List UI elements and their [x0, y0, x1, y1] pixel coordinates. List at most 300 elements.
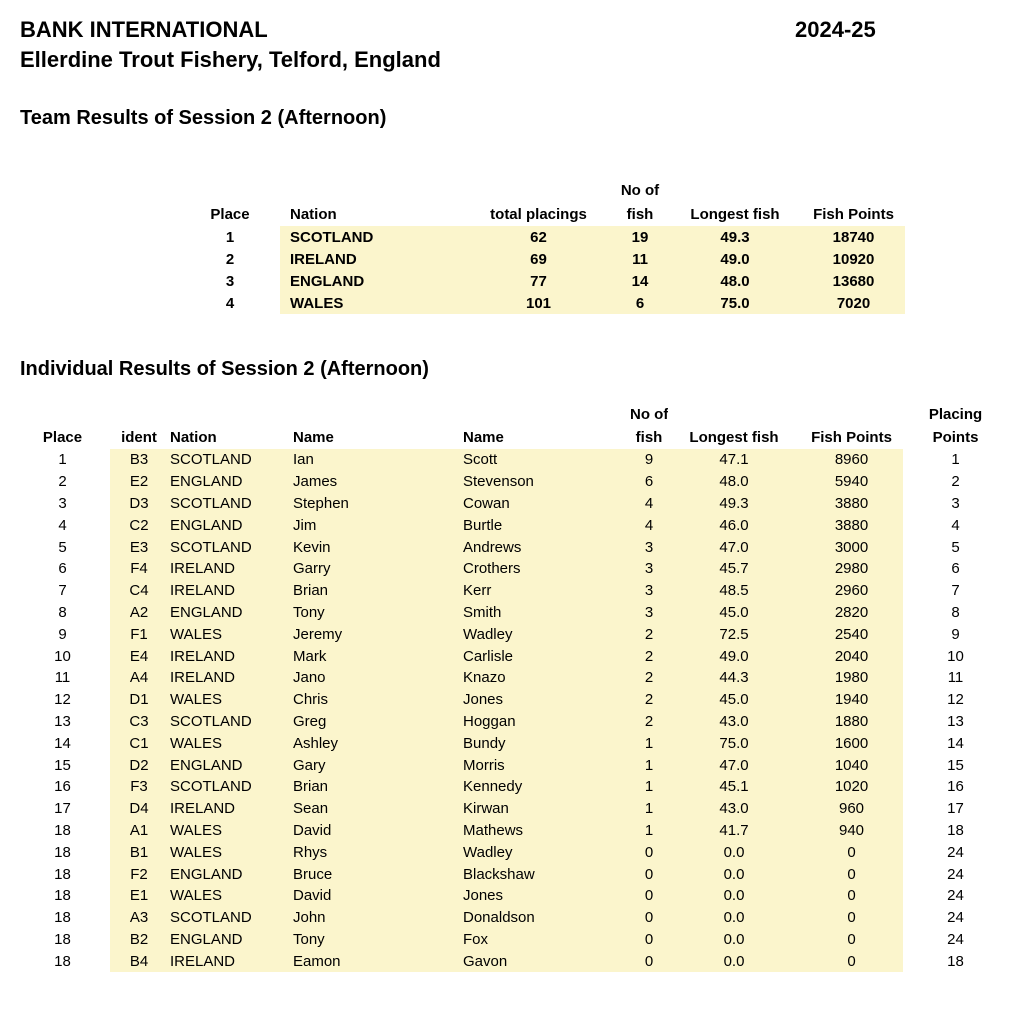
indiv-longest-cell: 49.3 [668, 493, 800, 515]
indiv-place-cell: 18 [54, 952, 71, 970]
indiv-fish-cell: 3 [630, 558, 668, 580]
indiv-fish-cell: 9 [630, 449, 668, 471]
indiv-firstname-cell: Greg [292, 711, 463, 733]
indiv-longest-cell: 48.5 [668, 580, 800, 602]
indiv-nation-cell: IRELAND [168, 798, 292, 820]
indiv-firstname-cell: Bruce [292, 863, 463, 885]
team-points-cell: 7020 [802, 292, 905, 314]
spacer-cell [110, 403, 168, 426]
indiv-points-cell: 0 [800, 841, 903, 863]
team-col-noof-label: No of [620, 181, 660, 199]
indiv-nation-cell: WALES [168, 732, 292, 754]
team-place-cell: 2 [225, 250, 235, 268]
indiv-firstname-cell: Ian [292, 449, 463, 471]
indiv-firstname-cell: Tony [292, 602, 463, 624]
team-col-placings-label: total placings [490, 205, 587, 223]
indiv-place-cell: 8 [58, 603, 67, 621]
indiv-firstname-cell: Ashley [292, 732, 463, 754]
indiv-col-points-label: Fish Points [811, 429, 892, 446]
indiv-ident-cell: F4 [110, 558, 168, 580]
indiv-firstname-cell: Rhys [292, 841, 463, 863]
indiv-points-cell: 1040 [800, 754, 903, 776]
indiv-nation-cell: IRELAND [168, 580, 292, 602]
indiv-ident-cell: B3 [110, 449, 168, 471]
indiv-ident-cell: B4 [110, 950, 168, 972]
indiv-longest-cell: 0.0 [668, 929, 800, 951]
season-label: 2024-25 [795, 17, 876, 42]
venue-subtitle: Ellerdine Trout Fishery, Telford, England [20, 47, 441, 72]
indiv-lastname-cell: Burtle [463, 514, 630, 536]
team-subheader-row [180, 178, 905, 202]
indiv-firstname-cell: Jeremy [292, 623, 463, 645]
indiv-longest-cell: 45.1 [668, 776, 800, 798]
indiv-placing-cell: 10 [947, 647, 964, 665]
indiv-ident-cell: A3 [110, 907, 168, 929]
team-longest-cell: 49.3 [668, 226, 802, 248]
team-col-place-label: Place [210, 205, 250, 223]
team-points-cell: 13680 [802, 270, 905, 292]
indiv-place-cell: 7 [58, 582, 67, 600]
indiv-longest-cell: 49.0 [668, 645, 800, 667]
team-placings-cell: 62 [465, 226, 612, 248]
indiv-col-placing-label: Placing [928, 406, 983, 423]
individual-result-row [15, 950, 1008, 972]
team-result-row [180, 270, 905, 292]
indiv-placing-cell: 18 [947, 821, 964, 839]
indiv-firstname-cell: David [292, 885, 463, 907]
individual-result-row [15, 732, 1008, 754]
indiv-place-cell: 5 [58, 538, 67, 556]
indiv-lastname-cell: Scott [463, 449, 630, 471]
spacer-cell [168, 403, 292, 426]
individual-result-row [15, 667, 1008, 689]
indiv-ident-cell: E3 [110, 536, 168, 558]
indiv-placing-cell: 5 [951, 538, 960, 556]
individual-result-row [15, 602, 1008, 624]
indiv-fish-cell: 2 [630, 711, 668, 733]
individual-header-row [15, 426, 1008, 449]
indiv-fish-cell: 1 [630, 754, 668, 776]
indiv-firstname-cell: Mark [292, 645, 463, 667]
indiv-nation-cell: WALES [168, 841, 292, 863]
indiv-nation-cell: IRELAND [168, 645, 292, 667]
team-points-cell: 18740 [802, 226, 905, 248]
indiv-fish-cell: 1 [630, 732, 668, 754]
indiv-placing-cell: 24 [947, 887, 964, 905]
indiv-place-cell: 18 [54, 865, 71, 883]
indiv-longest-cell: 47.0 [668, 536, 800, 558]
indiv-col-lastname-label: Name [463, 429, 504, 446]
team-col-points-label: Fish Points [813, 205, 894, 223]
indiv-place-cell: 1 [58, 451, 67, 469]
team-result-row [180, 248, 905, 270]
indiv-ident-cell: C2 [110, 514, 168, 536]
indiv-ident-cell: B2 [110, 929, 168, 951]
indiv-ident-cell: C1 [110, 732, 168, 754]
indiv-lastname-cell: Wadley [463, 841, 630, 863]
indiv-place-cell: 10 [54, 647, 71, 665]
indiv-placing-cell: 17 [947, 800, 964, 818]
indiv-placing-cell: 16 [947, 778, 964, 796]
indiv-fish-cell: 0 [630, 907, 668, 929]
indiv-nation-cell: SCOTLAND [168, 536, 292, 558]
indiv-col-points2-label: Points [932, 429, 979, 446]
indiv-place-cell: 2 [58, 473, 67, 491]
indiv-place-cell: 18 [54, 821, 71, 839]
indiv-firstname-cell: Chris [292, 689, 463, 711]
indiv-points-cell: 8960 [800, 449, 903, 471]
indiv-place-cell: 17 [54, 800, 71, 818]
team-longest-cell: 48.0 [668, 270, 802, 292]
indiv-lastname-cell: Donaldson [463, 907, 630, 929]
indiv-points-cell: 5940 [800, 471, 903, 493]
indiv-points-cell: 2960 [800, 580, 903, 602]
individual-result-row [15, 536, 1008, 558]
spacer-cell [463, 403, 630, 426]
indiv-fish-cell: 1 [630, 776, 668, 798]
indiv-lastname-cell: Hoggan [463, 711, 630, 733]
indiv-ident-cell: F1 [110, 623, 168, 645]
indiv-nation-cell: WALES [168, 820, 292, 842]
indiv-place-cell: 11 [54, 669, 71, 687]
page-title: BANK INTERNATIONAL [20, 17, 268, 42]
individual-result-row [15, 645, 1008, 667]
indiv-place-cell: 13 [54, 712, 71, 730]
individual-result-row [15, 929, 1008, 951]
individual-result-row [15, 689, 1008, 711]
indiv-firstname-cell: Sean [292, 798, 463, 820]
indiv-place-cell: 18 [54, 930, 71, 948]
team-placings-cell: 101 [465, 292, 612, 314]
individual-result-row [15, 580, 1008, 602]
indiv-placing-cell: 8 [951, 603, 960, 621]
indiv-longest-cell: 47.0 [668, 754, 800, 776]
indiv-lastname-cell: Blackshaw [463, 863, 630, 885]
indiv-placing-cell: 6 [951, 560, 960, 578]
indiv-lastname-cell: Crothers [463, 558, 630, 580]
indiv-longest-cell: 47.1 [668, 449, 800, 471]
spacer-cell [668, 178, 802, 202]
spacer-cell [292, 403, 463, 426]
indiv-fish-cell: 2 [630, 623, 668, 645]
indiv-placing-cell: 24 [947, 909, 964, 927]
individual-result-row [15, 754, 1008, 776]
indiv-lastname-cell: Knazo [463, 667, 630, 689]
individual-subheader-row [15, 403, 1008, 426]
indiv-placing-cell: 7 [951, 582, 960, 600]
team-place-cell: 4 [225, 294, 235, 312]
indiv-fish-cell: 0 [630, 950, 668, 972]
indiv-placing-cell: 18 [947, 952, 964, 970]
team-results-heading: Team Results of Session 2 (Afternoon) [20, 107, 387, 129]
indiv-fish-cell: 2 [630, 689, 668, 711]
indiv-longest-cell: 46.0 [668, 514, 800, 536]
indiv-longest-cell: 43.0 [668, 798, 800, 820]
indiv-placing-cell: 4 [951, 516, 960, 534]
indiv-lastname-cell: Bundy [463, 732, 630, 754]
indiv-firstname-cell: Kevin [292, 536, 463, 558]
individual-result-row [15, 776, 1008, 798]
individual-result-row [15, 558, 1008, 580]
indiv-placing-cell: 12 [947, 691, 964, 709]
indiv-longest-cell: 45.0 [668, 602, 800, 624]
indiv-lastname-cell: Wadley [463, 623, 630, 645]
indiv-place-cell: 14 [54, 734, 71, 752]
indiv-longest-cell: 0.0 [668, 907, 800, 929]
indiv-ident-cell: A4 [110, 667, 168, 689]
indiv-placing-cell: 9 [951, 625, 960, 643]
indiv-ident-cell: B1 [110, 841, 168, 863]
indiv-nation-cell: IRELAND [168, 950, 292, 972]
indiv-nation-cell: SCOTLAND [168, 449, 292, 471]
indiv-place-cell: 6 [58, 560, 67, 578]
indiv-nation-cell: SCOTLAND [168, 776, 292, 798]
indiv-place-cell: 18 [54, 909, 71, 927]
indiv-lastname-cell: Kirwan [463, 798, 630, 820]
individual-result-row [15, 841, 1008, 863]
indiv-ident-cell: E4 [110, 645, 168, 667]
indiv-placing-cell: 1 [951, 451, 960, 469]
indiv-longest-cell: 0.0 [668, 950, 800, 972]
indiv-nation-cell: ENGLAND [168, 514, 292, 536]
indiv-firstname-cell: Brian [292, 776, 463, 798]
individual-result-row [15, 711, 1008, 733]
indiv-fish-cell: 0 [630, 863, 668, 885]
indiv-fish-cell: 3 [630, 536, 668, 558]
indiv-firstname-cell: Eamon [292, 950, 463, 972]
team-col-fish-label: fish [626, 205, 654, 223]
indiv-nation-cell: IRELAND [168, 558, 292, 580]
indiv-placing-cell: 11 [947, 669, 964, 687]
team-longest-cell: 49.0 [668, 248, 802, 270]
indiv-col-noof-label: No of [630, 406, 668, 423]
team-result-row [180, 226, 905, 248]
indiv-nation-cell: IRELAND [168, 667, 292, 689]
indiv-longest-cell: 48.0 [668, 471, 800, 493]
indiv-points-cell: 960 [800, 798, 903, 820]
spacer-cell [802, 178, 905, 202]
spacer-cell [668, 403, 800, 426]
team-nation-cell: IRELAND [280, 248, 465, 270]
indiv-ident-cell: D1 [110, 689, 168, 711]
team-fish-cell: 6 [612, 292, 668, 314]
indiv-lastname-cell: Jones [463, 689, 630, 711]
indiv-col-nation-label: Nation [170, 429, 217, 446]
indiv-points-cell: 1600 [800, 732, 903, 754]
indiv-points-cell: 3880 [800, 514, 903, 536]
indiv-ident-cell: C4 [110, 580, 168, 602]
indiv-place-cell: 18 [54, 887, 71, 905]
indiv-nation-cell: SCOTLAND [168, 493, 292, 515]
indiv-firstname-cell: Jano [292, 667, 463, 689]
individual-result-row [15, 623, 1008, 645]
team-place-cell: 1 [225, 228, 235, 246]
indiv-fish-cell: 3 [630, 602, 668, 624]
indiv-lastname-cell: Andrews [463, 536, 630, 558]
indiv-points-cell: 1020 [800, 776, 903, 798]
indiv-firstname-cell: Tony [292, 929, 463, 951]
indiv-lastname-cell: Cowan [463, 493, 630, 515]
indiv-firstname-cell: Stephen [292, 493, 463, 515]
team-col-nation-label: Nation [290, 205, 337, 223]
indiv-ident-cell: C3 [110, 711, 168, 733]
indiv-points-cell: 2820 [800, 602, 903, 624]
indiv-fish-cell: 1 [630, 820, 668, 842]
indiv-points-cell: 1940 [800, 689, 903, 711]
indiv-ident-cell: F3 [110, 776, 168, 798]
indiv-col-fish-label: fish [635, 429, 663, 446]
individual-result-row [15, 471, 1008, 493]
team-longest-cell: 75.0 [668, 292, 802, 314]
indiv-placing-cell: 15 [947, 756, 964, 774]
indiv-place-cell: 3 [58, 494, 67, 512]
team-placings-cell: 77 [465, 270, 612, 292]
indiv-longest-cell: 0.0 [668, 863, 800, 885]
team-placings-cell: 69 [465, 248, 612, 270]
indiv-points-cell: 0 [800, 885, 903, 907]
indiv-points-cell: 0 [800, 929, 903, 951]
indiv-lastname-cell: Gavon [463, 950, 630, 972]
team-nation-cell: ENGLAND [280, 270, 465, 292]
indiv-points-cell: 3880 [800, 493, 903, 515]
indiv-lastname-cell: Fox [463, 929, 630, 951]
indiv-points-cell: 940 [800, 820, 903, 842]
indiv-longest-cell: 45.0 [668, 689, 800, 711]
indiv-lastname-cell: Morris [463, 754, 630, 776]
indiv-points-cell: 0 [800, 950, 903, 972]
indiv-nation-cell: WALES [168, 885, 292, 907]
indiv-nation-cell: ENGLAND [168, 863, 292, 885]
team-points-cell: 10920 [802, 248, 905, 270]
individual-result-row [15, 863, 1008, 885]
individual-results-heading: Individual Results of Session 2 (Afternoon) [20, 358, 429, 380]
indiv-lastname-cell: Kennedy [463, 776, 630, 798]
indiv-placing-cell: 24 [947, 930, 964, 948]
indiv-nation-cell: WALES [168, 623, 292, 645]
indiv-ident-cell: F2 [110, 863, 168, 885]
team-fish-cell: 14 [612, 270, 668, 292]
indiv-fish-cell: 2 [630, 645, 668, 667]
indiv-ident-cell: D3 [110, 493, 168, 515]
individual-result-row [15, 907, 1008, 929]
indiv-ident-cell: E2 [110, 471, 168, 493]
indiv-points-cell: 2980 [800, 558, 903, 580]
spacer-cell [180, 178, 280, 202]
team-col-longest-label: Longest fish [690, 205, 780, 223]
indiv-place-cell: 18 [54, 843, 71, 861]
individual-result-row [15, 885, 1008, 907]
indiv-fish-cell: 1 [630, 798, 668, 820]
indiv-longest-cell: 45.7 [668, 558, 800, 580]
team-place-cell: 3 [225, 272, 235, 290]
indiv-placing-cell: 3 [951, 494, 960, 512]
indiv-ident-cell: A2 [110, 602, 168, 624]
indiv-longest-cell: 75.0 [668, 732, 800, 754]
indiv-ident-cell: E1 [110, 885, 168, 907]
indiv-placing-cell: 2 [951, 473, 960, 491]
indiv-fish-cell: 6 [630, 471, 668, 493]
indiv-points-cell: 3000 [800, 536, 903, 558]
indiv-col-firstname-label: Name [293, 429, 334, 446]
indiv-col-place-label: Place [42, 429, 83, 446]
indiv-nation-cell: ENGLAND [168, 602, 292, 624]
spacer-cell [465, 178, 612, 202]
indiv-firstname-cell: Brian [292, 580, 463, 602]
individual-result-row [15, 820, 1008, 842]
indiv-nation-cell: ENGLAND [168, 471, 292, 493]
team-results-table [180, 178, 905, 314]
indiv-firstname-cell: James [292, 471, 463, 493]
indiv-nation-cell: ENGLAND [168, 929, 292, 951]
indiv-lastname-cell: Mathews [463, 820, 630, 842]
team-fish-cell: 11 [612, 248, 668, 270]
indiv-col-ident-label: ident [121, 429, 157, 446]
indiv-nation-cell: ENGLAND [168, 754, 292, 776]
spacer-cell [280, 178, 465, 202]
indiv-fish-cell: 4 [630, 493, 668, 515]
indiv-points-cell: 0 [800, 907, 903, 929]
indiv-placing-cell: 24 [947, 843, 964, 861]
indiv-col-longest-label: Longest fish [689, 429, 779, 446]
indiv-fish-cell: 0 [630, 929, 668, 951]
indiv-longest-cell: 43.0 [668, 711, 800, 733]
indiv-place-cell: 12 [54, 691, 71, 709]
indiv-place-cell: 4 [58, 516, 67, 534]
indiv-longest-cell: 0.0 [668, 841, 800, 863]
individual-result-row [15, 514, 1008, 536]
indiv-fish-cell: 0 [630, 885, 668, 907]
indiv-longest-cell: 44.3 [668, 667, 800, 689]
indiv-points-cell: 0 [800, 863, 903, 885]
indiv-lastname-cell: Smith [463, 602, 630, 624]
indiv-fish-cell: 3 [630, 580, 668, 602]
indiv-points-cell: 1980 [800, 667, 903, 689]
indiv-ident-cell: D2 [110, 754, 168, 776]
indiv-points-cell: 2540 [800, 623, 903, 645]
indiv-nation-cell: WALES [168, 689, 292, 711]
indiv-nation-cell: SCOTLAND [168, 711, 292, 733]
indiv-placing-cell: 14 [947, 734, 964, 752]
indiv-place-cell: 9 [58, 625, 67, 643]
indiv-place-cell: 15 [54, 756, 71, 774]
indiv-firstname-cell: Gary [292, 754, 463, 776]
team-result-row [180, 292, 905, 314]
indiv-firstname-cell: Garry [292, 558, 463, 580]
indiv-lastname-cell: Kerr [463, 580, 630, 602]
individual-result-row [15, 449, 1008, 471]
indiv-points-cell: 1880 [800, 711, 903, 733]
indiv-fish-cell: 2 [630, 667, 668, 689]
indiv-placing-cell: 13 [947, 712, 964, 730]
indiv-lastname-cell: Jones [463, 885, 630, 907]
indiv-longest-cell: 41.7 [668, 820, 800, 842]
indiv-firstname-cell: John [292, 907, 463, 929]
indiv-firstname-cell: David [292, 820, 463, 842]
indiv-longest-cell: 72.5 [668, 623, 800, 645]
indiv-ident-cell: D4 [110, 798, 168, 820]
indiv-fish-cell: 4 [630, 514, 668, 536]
team-header-row [180, 202, 905, 226]
individual-results-table [15, 403, 1008, 972]
indiv-placing-cell: 24 [947, 865, 964, 883]
indiv-lastname-cell: Carlisle [463, 645, 630, 667]
individual-result-row [15, 493, 1008, 515]
spacer-cell [800, 403, 903, 426]
indiv-lastname-cell: Stevenson [463, 471, 630, 493]
indiv-firstname-cell: Jim [292, 514, 463, 536]
spacer-cell [15, 403, 110, 426]
indiv-points-cell: 2040 [800, 645, 903, 667]
